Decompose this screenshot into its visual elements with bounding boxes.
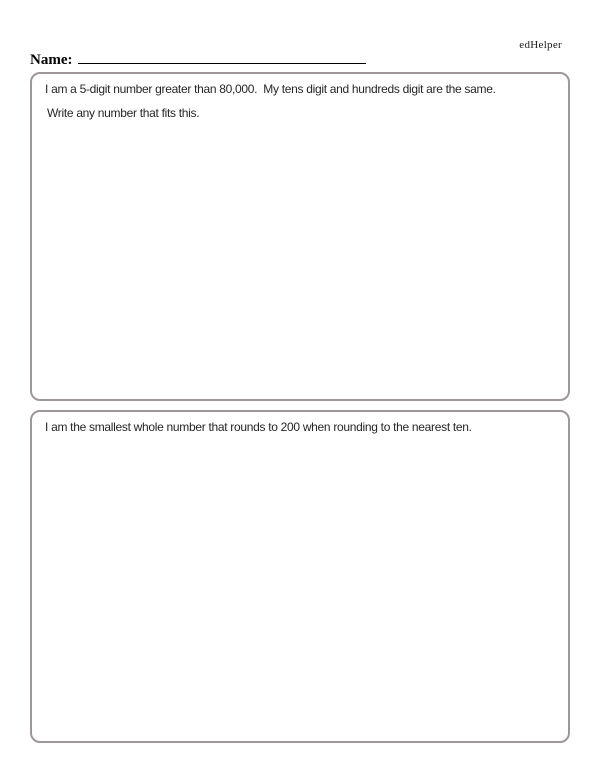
problem-2-text: I am the smallest whole number that rounds to 200 when rounding to the nearest ten.: [45, 420, 472, 434]
name-label: Name:: [30, 52, 73, 68]
problem-box-1: [30, 72, 570, 401]
problem-box-2: [30, 410, 570, 743]
problem-1-instruction: Write any number that fits this.: [47, 106, 200, 120]
name-fill-line[interactable]: [78, 50, 366, 64]
answer-area-2[interactable]: [36, 448, 564, 737]
answer-area-1[interactable]: [36, 134, 564, 395]
edhelper-logo: edHelper: [519, 39, 562, 51]
name-row: [30, 50, 366, 68]
problem-1-text: I am a 5-digit number greater than 80,000. My tens digit and hundreds digit are the same.: [45, 82, 496, 96]
